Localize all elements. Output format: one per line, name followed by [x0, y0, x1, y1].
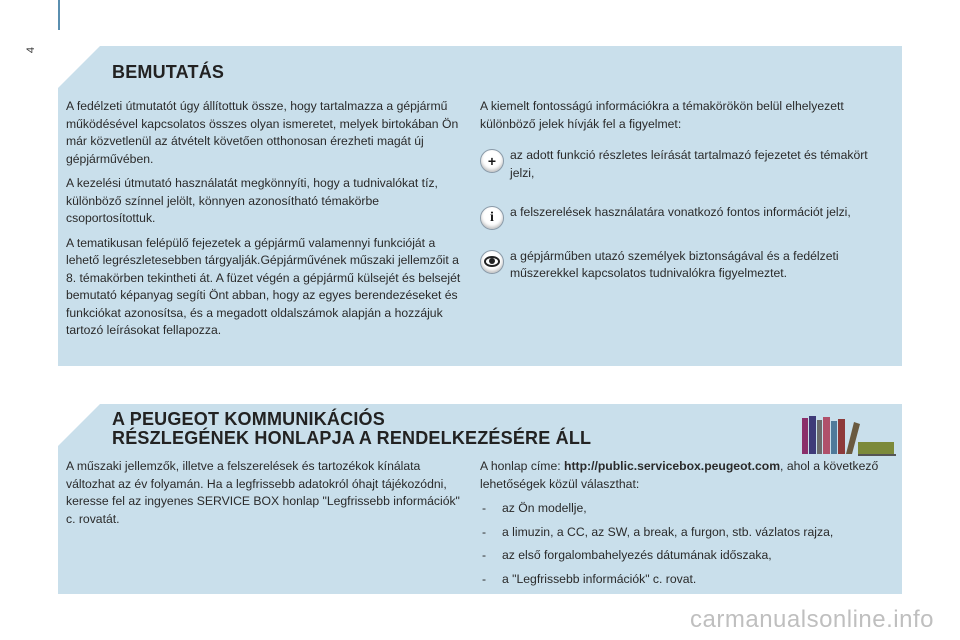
books-icon	[800, 412, 896, 456]
symbol-description: a gépjárműben utazó személyek biztonságával és a fedélzeti műszerekkel kapcsolatos tudnivalókra figyelmeztet.	[510, 248, 839, 280]
website-left-column	[66, 458, 466, 535]
symbols-intro: A kiemelt fontosságú információkra a témakörökön belül elhelyezett különböző jelek hívják fel a figyelmet:	[480, 99, 844, 131]
intro-paragraph: A tematikusan felépülő fejezetek a gépjármű valamennyi funkcióját a lehető legrészletesebben tárgyalják.Gépjárművének műszaki jellemzőit a 8. témakörben tekintheti át. A füzet végén a gépjármű külsejét és belsejét bemutató képanyag segíti Önt abban, hogy az egyes berendezéseket és funkciókat azonosítsa, és a megadott oldalszámok alapján a hozzájuk tartozó leírásokat fellapozza.	[66, 235, 461, 337]
section-title-peugeot: A PEUGEOT KOMMUNIKÁCIÓS RÉSZLEGÉNEK HONLAPJA A RENDELKEZÉSÉRE ÁLL	[112, 409, 592, 448]
info-icon: i	[480, 206, 504, 230]
symbol-description: a felszerelések használatára vonatkozó fontos információt jelzi,	[510, 205, 851, 219]
symbol-description: az adott funkció részletes leírását tartalmazó fejezetet és témakört jelzi,	[510, 148, 868, 180]
symbol-item-eye	[480, 248, 892, 283]
symbol-item-info	[480, 204, 892, 225]
intro-panel	[58, 46, 902, 366]
list-item: - az Ön modellje,	[480, 500, 892, 518]
intro-left-column	[66, 98, 466, 347]
eye-icon	[480, 250, 504, 274]
intro-paragraph: A fedélzeti útmutatót úgy állítottuk össze, hogy tartalmazza a gépjármű működésével kapcsolatos összes olyan ismeretet, melyek birtokában Ön már közvetlenül az átvételt követően otthonosan érezheti magát új gépjárművében.	[66, 99, 459, 166]
panel-corner-notch	[58, 46, 100, 88]
symbol-item-plus	[480, 147, 892, 182]
intro-paragraph: A kezelési útmutató használatát megkönnyíti, hogy a tudnivalókat tíz, különböző színnel jelölt, könnyen azonosítható témakörbe csoportosítottuk.	[66, 176, 438, 225]
watermark: carmanualsonline.info	[690, 606, 934, 633]
options-list	[480, 500, 892, 588]
list-item: - a limuzin, a CC, az SW, a break, a furgon, stb. vázlatos rajza,	[480, 524, 892, 542]
page-accent-bar	[58, 0, 60, 30]
page-number: 4	[25, 46, 38, 54]
website-paragraph: A műszaki jellemzők, illetve a felszerelések és tartozékok kínálata változhat az év folyamán. Ha a legfrissebb adatokról óhajt tájékozódni, keresse fel az ingyenes SERVICE BOX honlap "Legfrissebb információk" c. rovatát.	[66, 459, 460, 526]
section-title-bemutatas: BEMUTATÁS	[112, 62, 225, 82]
list-item: - a "Legfrissebb információk" c. rovat.	[480, 571, 892, 589]
servicebox-link[interactable]: http://public.servicebox.peugeot.com	[564, 459, 781, 473]
plus-icon: +	[480, 149, 504, 173]
list-item: - az első forgalombahelyezés dátumának időszaka,	[480, 547, 892, 565]
panel-corner-notch	[58, 404, 100, 446]
website-right-column	[480, 458, 892, 594]
website-address-paragraph: A honlap címe: http://public.servicebox.peugeot.com, ahol a következő lehetőségek közül választhat:	[480, 459, 879, 491]
intro-right-column	[480, 98, 892, 303]
website-panel	[58, 404, 902, 594]
